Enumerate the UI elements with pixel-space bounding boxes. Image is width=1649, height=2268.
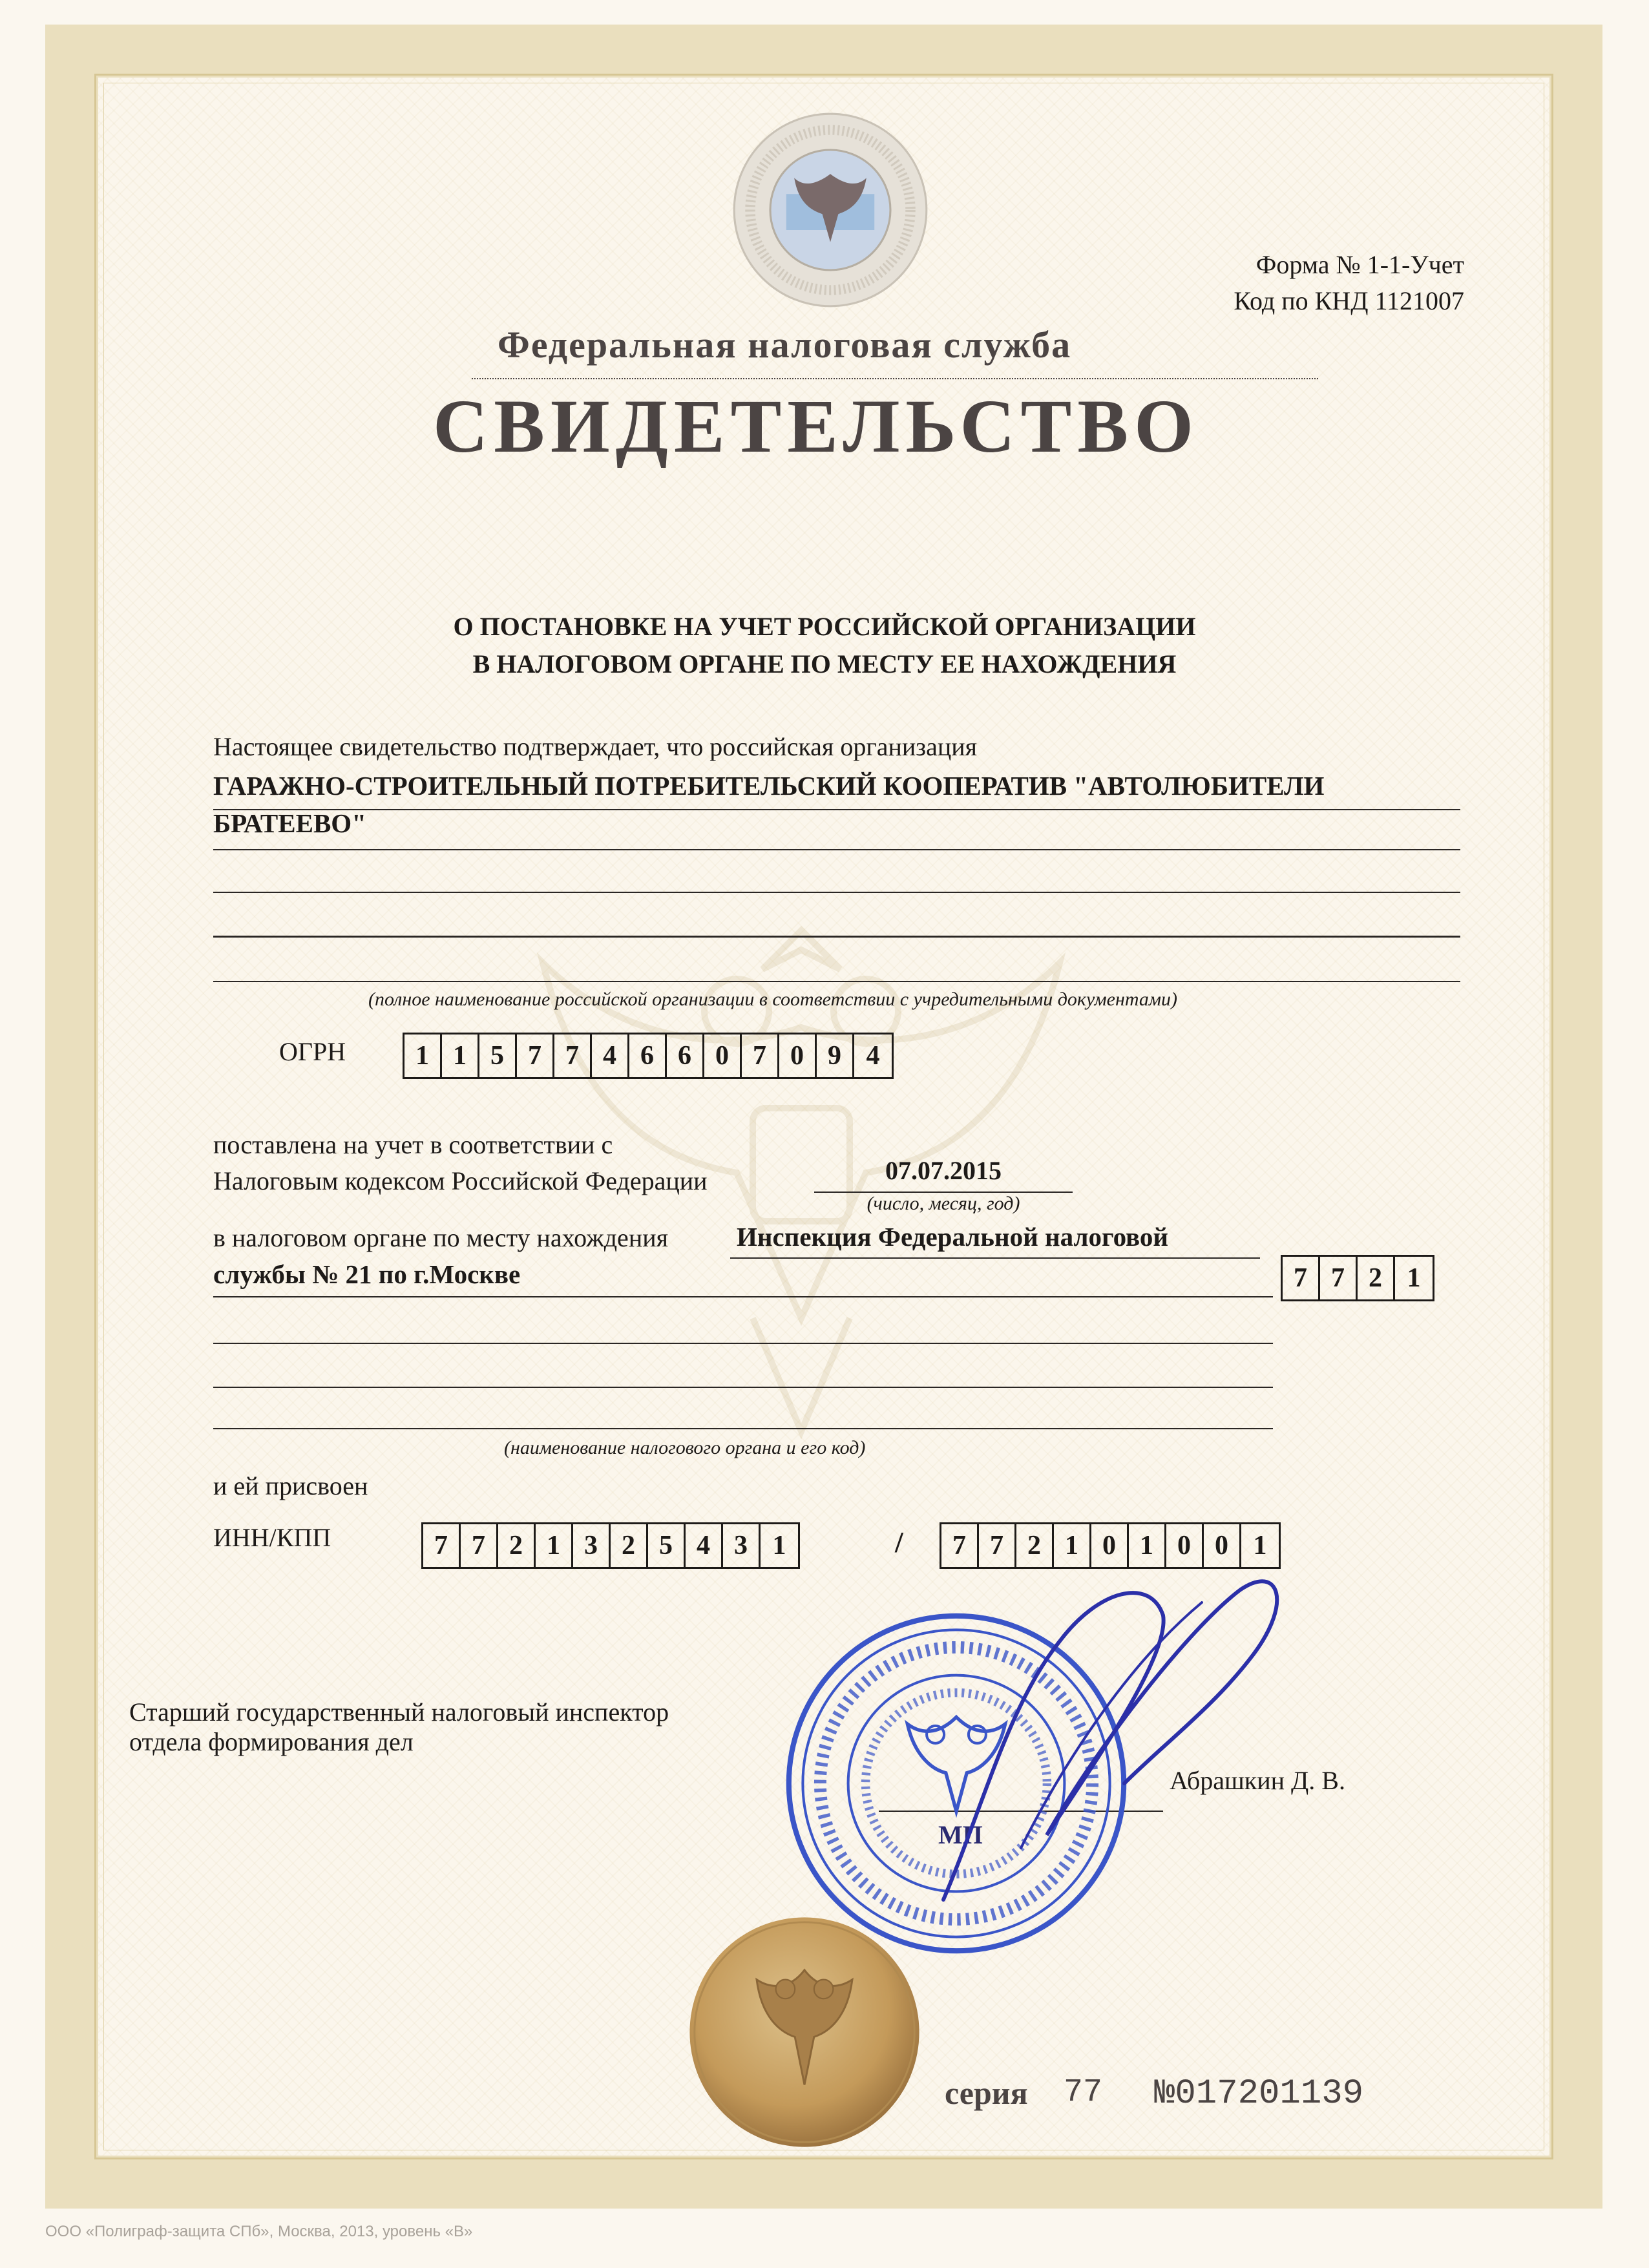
organ-code-digit-cell: 7 bbox=[1320, 1257, 1358, 1299]
gold-seal-icon bbox=[685, 1913, 924, 2152]
organization-name-caption: (полное наименование российской организации в соответствии с учредительными документами) bbox=[368, 989, 1178, 1010]
form-number: Форма № 1-1-Учет bbox=[1255, 250, 1464, 279]
subtitle-line-1: О ПОСТАНОВКЕ НА УЧЕТ РОССИЙСКОЙ ОРГАНИЗАЦИИ bbox=[453, 612, 1196, 641]
organ-underline-2 bbox=[213, 1296, 1273, 1297]
ogrn-digit-cell: 0 bbox=[779, 1034, 817, 1077]
agency-name: Федеральная налоговая служба bbox=[498, 324, 1072, 366]
serial-number: №017201139 bbox=[1154, 2074, 1364, 2114]
inn-digits bbox=[421, 1522, 800, 1569]
ogrn-digit-cell: 5 bbox=[479, 1034, 517, 1077]
inn-kpp-label: ИНН/КПП bbox=[213, 1523, 331, 1552]
ogrn-label: ОГРН bbox=[279, 1037, 346, 1066]
organ-name-line-1: Инспекция Федеральной налоговой bbox=[737, 1222, 1169, 1252]
signer-position-1: Старший государственный налоговый инспектор bbox=[129, 1697, 669, 1727]
name-underline-5 bbox=[213, 981, 1460, 982]
inn-digit-cell: 3 bbox=[573, 1524, 611, 1567]
inn-digit-cell: 7 bbox=[423, 1524, 461, 1567]
inn-digit-cell: 1 bbox=[772, 1531, 786, 1560]
registration-text-1: поставлена на учет в соответствии с bbox=[213, 1130, 613, 1159]
organ-code-digit-cell: 7 bbox=[1283, 1257, 1320, 1299]
printer-imprint: ООО «Полиграф-защита СПб», Москва, 2013, уровень «В» bbox=[45, 2223, 473, 2240]
kpp-digit-cell: 2 bbox=[1016, 1524, 1054, 1567]
ogrn-digit-cell: 7 bbox=[517, 1034, 554, 1077]
agency-underline bbox=[472, 378, 1318, 379]
ogrn-digit-cell: 6 bbox=[629, 1034, 667, 1077]
organ-caption: (наименование налогового органа и его код) bbox=[504, 1437, 866, 1458]
ogrn-digit-cell: 6 bbox=[667, 1034, 704, 1077]
organization-intro: Настоящее свидетельство подтверждает, что российская организация bbox=[213, 732, 978, 761]
organ-code-digit-cell: 2 bbox=[1358, 1257, 1395, 1299]
ogrn-digit-cell: 7 bbox=[742, 1034, 779, 1077]
registration-text-2: Налоговым кодексом Российской Федерации bbox=[213, 1166, 708, 1195]
handwritten-signature-icon bbox=[905, 1551, 1305, 1938]
kpp-digit-cell: 1 bbox=[1253, 1531, 1267, 1560]
ogrn-digit-cell: 4 bbox=[592, 1034, 629, 1077]
organ-name-line-2: службы № 21 по г.Москве bbox=[213, 1259, 521, 1289]
registration-date: 07.07.2015 bbox=[885, 1156, 1002, 1185]
ogrn-digit-cell: 4 bbox=[866, 1041, 880, 1071]
ogrn-digit-cell: 1 bbox=[404, 1034, 442, 1077]
inn-kpp-separator: / bbox=[895, 1526, 903, 1559]
kpp-digit-cell: 0 bbox=[1204, 1524, 1241, 1567]
kpp-digit-cell: 0 bbox=[1166, 1524, 1204, 1567]
kpp-digit-cell: 7 bbox=[941, 1524, 979, 1567]
organ-underline-1 bbox=[730, 1257, 1260, 1259]
organ-code-digit-cell: 1 bbox=[1407, 1263, 1421, 1293]
ogrn-digit-cell: 1 bbox=[442, 1034, 479, 1077]
name-underline-3 bbox=[213, 892, 1460, 893]
inn-digit-cell: 4 bbox=[686, 1524, 723, 1567]
knd-code: Код по КНД 1121007 bbox=[1234, 286, 1464, 315]
assigned-text: и ей присвоен bbox=[213, 1471, 368, 1500]
kpp-digit-cell: 1 bbox=[1054, 1524, 1091, 1567]
ogrn-digit-cell: 0 bbox=[704, 1034, 742, 1077]
inn-digit-cell: 2 bbox=[498, 1524, 536, 1567]
organ-code-digits bbox=[1281, 1255, 1434, 1301]
hologram-emblem-icon bbox=[730, 110, 930, 310]
ogrn-digit-cell: 7 bbox=[554, 1034, 592, 1077]
inn-digit-cell: 5 bbox=[648, 1524, 686, 1567]
organ-intro: в налоговом органе по месту нахождения bbox=[213, 1223, 669, 1252]
signer-position-2: отдела формирования дел bbox=[129, 1727, 414, 1756]
document-title: СВИДЕТЕЛЬСТВО bbox=[433, 384, 1199, 468]
name-underline-4 bbox=[213, 936, 1460, 938]
subtitle-line-2: В НАЛОГОВОМ ОРГАНЕ ПО МЕСТУ ЕЕ НАХОЖДЕНИЯ bbox=[472, 649, 1177, 678]
ogrn-digits bbox=[403, 1033, 894, 1079]
inn-digit-cell: 2 bbox=[611, 1524, 648, 1567]
kpp-digit-cell: 0 bbox=[1091, 1524, 1129, 1567]
kpp-digit-cell: 7 bbox=[979, 1524, 1016, 1567]
inn-digit-cell: 1 bbox=[536, 1524, 573, 1567]
inn-digit-cell: 3 bbox=[723, 1524, 761, 1567]
series-value: 77 bbox=[1064, 2074, 1103, 2111]
name-underline-1 bbox=[213, 809, 1460, 810]
ogrn-digit-cell: 9 bbox=[817, 1034, 854, 1077]
name-underline-2 bbox=[213, 849, 1460, 850]
organization-name-line-1: ГАРАЖНО-СТРОИТЕЛЬНЫЙ ПОТРЕБИТЕЛЬСКИЙ КООПЕРАТИВ "АВТОЛЮБИТЕЛИ bbox=[213, 771, 1325, 801]
kpp-digit-cell: 1 bbox=[1129, 1524, 1166, 1567]
series-label: серия bbox=[945, 2075, 1028, 2111]
date-caption: (число, месяц, год) bbox=[867, 1193, 1020, 1214]
signer-name: Абрашкин Д. В. bbox=[1170, 1766, 1345, 1795]
organ-underline-5 bbox=[213, 1428, 1273, 1429]
organ-underline-4 bbox=[213, 1387, 1273, 1388]
organ-underline-3 bbox=[213, 1343, 1273, 1344]
organization-name-line-2: БРАТЕЕВО" bbox=[213, 808, 366, 838]
stamp-mp-letters: МП bbox=[938, 1820, 983, 1849]
inn-digit-cell: 7 bbox=[461, 1524, 498, 1567]
